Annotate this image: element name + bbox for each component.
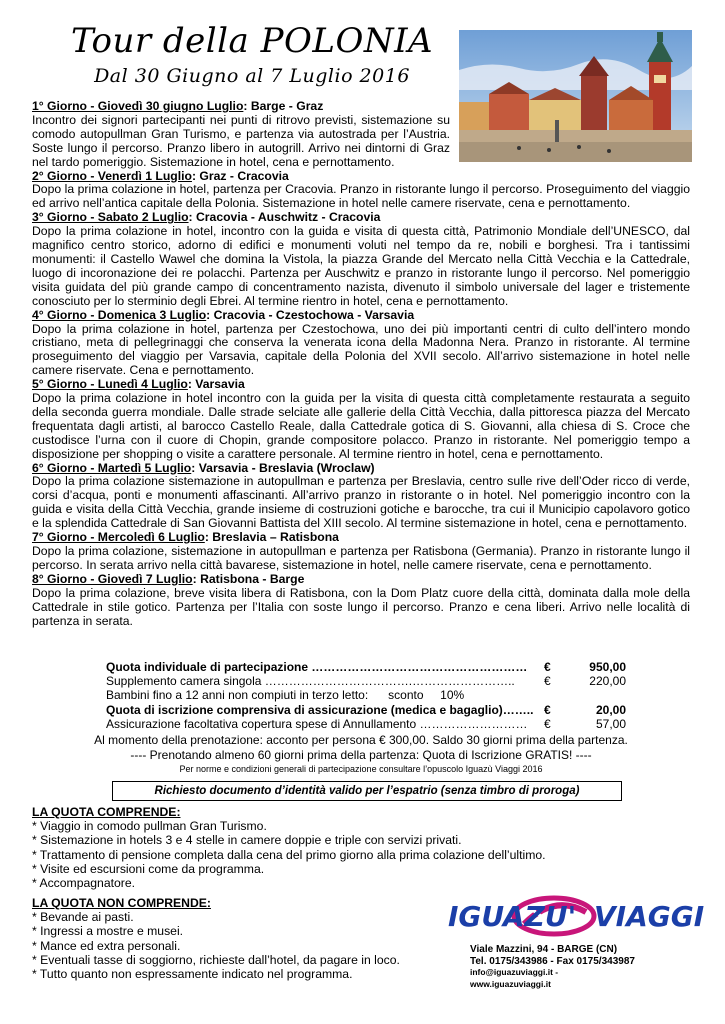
agency-phone: Tel. 0175/343986 - Fax 0175/343987 [470, 955, 635, 967]
day-route: : Breslavia – Ratisbona [204, 530, 339, 545]
agency-email: info@iguazuviaggi.it - www.iguazuviaggi.it [470, 967, 559, 989]
itinerary-day [32, 573, 690, 629]
id-document-note: Richiesto documento d’identità valido per l’espatrio (senza timbro di proroga) [112, 781, 622, 801]
list-item: * Mance ed extra personali. [32, 938, 181, 953]
day-description: Dopo la prima colazione in hotel, partenza per Czestochowa, uno dei più importanti centri di culto dell’intero mondo cristiano, meta di pellegrinaggi che conserva la venerata icona della Madonna Nera. Pranzo in ristorante. Al termine proseguimento del viaggio per Varsavia, capitale della Polonia del XVII secolo. All’arrivo sistemazione in hotel nelle camere riservate. Cena e pernottamento. [32, 321, 690, 378]
day-route: : Cracovia - Auschwitz - Cracovia [188, 210, 381, 225]
day-heading: 2° Giorno - Venerdì 1 Luglio [32, 168, 192, 183]
agency-address: Viale Mazzini, 94 - BARGE (CN) [470, 944, 618, 955]
day-heading: 5° Giorno - Lunedì 4 Luglio [32, 377, 188, 392]
list-item: * Accompagnatore. [32, 876, 135, 891]
day-heading: 1° Giorno - Giovedì 30 giugno Luglio [32, 99, 244, 113]
included-list [32, 805, 552, 890]
day-route: : Varsavia - Breslavia (Wroclaw) [191, 460, 375, 475]
list-item: * Ingressi a mostre e musei. [32, 924, 184, 939]
early-booking-note: ---- Prenotando almeno 60 giorni prima della partenza: Quota di Iscrizione GRATIS! ---- [130, 747, 592, 762]
svg-text:IGUAZU': IGUAZU' [448, 900, 577, 933]
day-description: Dopo la prima colazione sistemazione in autopullman e partenza per Breslavia, centro sulle rive dell’Oder ricco di verde, corsi d’acqua, ponti e monumenti affascinanti. All’arrivo pranzo in ristorante o in hotel. Nel pomeriggio incontro con la guida e visita della Città Vecchia, grande insieme di costruzioni gotiche e barocche, tra cui il Municipio capolavoro gotico e la splendida Cattedrale di San Giovanni Battista del XIII secolo. Al termine sistemazione in hotel, cena e pernottamento. [32, 474, 690, 531]
price-row-registration: Quota di iscrizione comprensiva di assicurazione (medica e bagaglio)…….. € 20,00 [106, 702, 626, 717]
list-item: * Visite ed escursioni come da programma. [32, 861, 265, 876]
conditions-note: Per norme e condizioni generali di partecipazione consultare l’opuscolo Iguazù Viaggi 2016 [179, 764, 543, 774]
price-row-children: Bambini fino a 12 anni non compiuti in terzo letto: sconto 10% [106, 688, 465, 703]
itinerary-day [32, 531, 690, 573]
deposit-note: Al momento della prenotazione: acconto per persona € 300,00. Saldo 30 giorni prima della partenza. [94, 733, 628, 747]
itinerary-day [32, 462, 690, 532]
agency-contact [470, 944, 640, 990]
itinerary-day [32, 100, 690, 170]
day-heading: 3° Giorno - Sabato 2 Luglio [32, 210, 189, 225]
price-row-single-room: Supplemento camera singola ……………………………….…………………….. € 220,00 [106, 674, 626, 689]
day-heading: 6° Giorno - Martedì 5 Luglio [32, 460, 192, 475]
list-item: * Viaggio in comodo pullman Gran Turismo. [32, 819, 267, 834]
list-item: * Tutto quanto non espressamente indicato nel programma. [32, 967, 353, 982]
svg-text:VIAGGI: VIAGGI [594, 900, 705, 933]
day-description: Dopo la prima colazione in hotel, partenza per Cracovia. Pranzo in ristorante lungo il percorso. Proseguimento del viaggio ed arrivo nell’antica capitale della Polonia. Sistemazione in hotel nelle camere riservate, cena e pernottamento. [32, 182, 690, 211]
included-heading: LA QUOTA COMPRENDE: [32, 805, 181, 819]
booking-notes [32, 733, 690, 776]
day-heading: 8° Giorno - Giovedì 7 Luglio [32, 571, 193, 586]
day-description: Dopo la prima colazione in hotel, incontro con la guida e visita di questa città, Patrimonio Mondiale dell’UNESCO, dal magnifico centro storico, adorno di edifici e monumenti voluti nel tempo da re, nobili e borghesi. Tra i tantissimi monumenti: il Castello Wawel che domina la Vistola, la piazza Grande del Mercato nella Città Vecchia e la Cattedrale, luogo di incoronazione dei re polacchi. Partenza per Auschwitz e pranzo in ristorante lungo il percorso. Nel pomeriggio visita guidata del più grande campo di concentramento nazista, divenuto il simbolo universale del lager e tristemente conosciuto per lo sterminio degli Ebrei. Al termine rientro in hotel, cena e pernottamento. [32, 224, 690, 308]
price-row-insurance: Assicurazione facoltativa copertura spese di Annullamento ……………………… € 57,00 [106, 716, 626, 731]
itinerary-day [32, 309, 690, 379]
day-heading: 4° Giorno - Domenica 3 Luglio [32, 307, 207, 322]
day-route: : Graz - Cracovia [191, 168, 289, 183]
day-route: : Ratisbona - Barge [192, 571, 305, 586]
price-row-individual: Quota individuale di partecipazione ……………………………………………… € 950,00 [106, 660, 626, 674]
list-item: * Bevande ai pasti. [32, 910, 134, 925]
list-item: * Eventuali tasse di soggiorno, richieste dall’hotel, da pagare in loco. [32, 952, 400, 967]
day-heading: 7° Giorno - Mercoledì 6 Luglio [32, 530, 205, 545]
day-route: : Varsavia [187, 377, 245, 392]
itinerary-day [32, 211, 690, 308]
itinerary-day [32, 170, 690, 212]
itinerary-day [32, 378, 690, 461]
excluded-list [32, 896, 452, 981]
day-description: Dopo la prima colazione in hotel incontro con la guida per la visita di questa città completamente restaurata a seguito della seconda guerra mondiale. Dalle strade selciate alle gallerie della Città Vecchia, dalla pittoresca piazza del Mercato frequentata dagli artisti, al barocco Castello Reale, dalla Cattedrale gotica di S. Giovanni, alla chiesa di S. Croce che custodisce l’urna con il cuore di Chopin, grande compositore polacco. Pranzo in ristorante. Nel pomeriggio tempo a disposizione per shopping o visite a carattere personale. Al termine rientro in hotel, cena e pernottamento. [32, 391, 690, 461]
day-route: : Cracovia - Czestochowa - Varsavia [206, 307, 415, 322]
price-table [106, 660, 626, 731]
tour-title: Tour della POLONIA [70, 21, 434, 61]
list-item: * Trattamento di pensione completa dalla cena del primo giorno alla prima colazione dell’ultimo. [32, 847, 546, 862]
day-description: Incontro dei signori partecipanti nei punti di ritrovo previsti, sistemazione su comodo autopullman Gran Turismo, e partenza via autostrada per l’Austria. Soste lungo il percorso. Pranzo libero in autogrill. Arrivo nei dintorni di Graz nel tardo pomeriggio. Sistemazione in hotel, cena e pernottamento. [32, 112, 450, 169]
tour-dates: Dal 30 Giugno al 7 Luglio 2016 [94, 65, 410, 87]
day-route: : Barge - Graz [243, 99, 324, 113]
excluded-heading: LA QUOTA NON COMPRENDE: [32, 896, 211, 910]
day-description: Dopo la prima colazione, breve visita libera di Ratisbona, con la Dom Platz cuore della città, dominata dalla mole della Cattedrale in stile gotico. Partenza per l’Italia con soste lungo il percorso. Pranzo e cena liberi. Arrivo nelle località di partenza in serata. [32, 585, 690, 628]
itinerary [32, 100, 690, 628]
day-description: Dopo la prima colazione, sistemazione in autopullman e partenza per Ratisbona (Germania). Pranzo in ristorante lungo il percorso. In serata arrivo nella città bavarese, sistemazione in hotel, nelle camere riservate, cena e pernottamento. [32, 544, 690, 572]
list-item: * Sistemazione in hotels 3 e 4 stelle in camere doppie e triple con servizi privati. [32, 833, 462, 848]
